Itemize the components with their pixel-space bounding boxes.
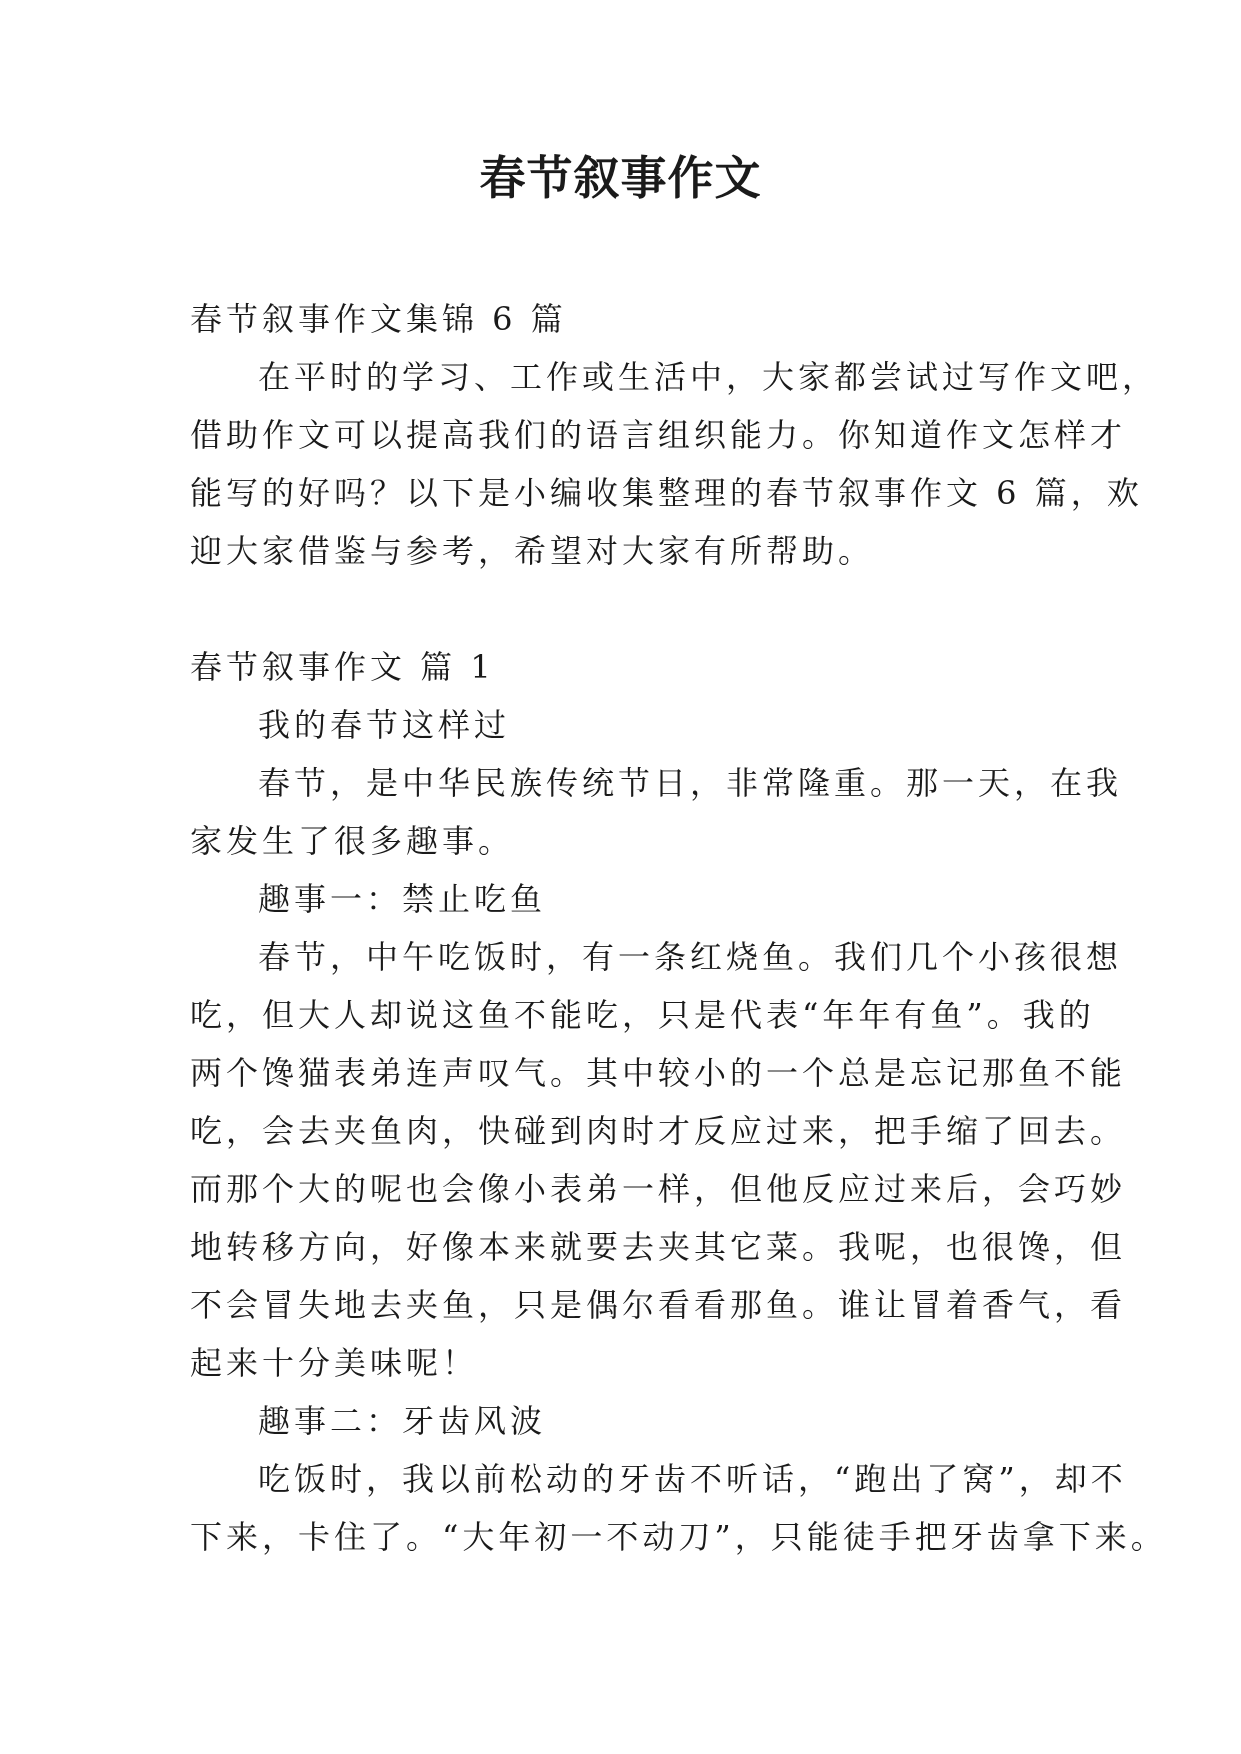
text-line: 春节叙事作文集锦 6 篇 <box>190 300 567 338</box>
text-line: 地转移方向，好像本来就要去夹其它菜。我呢，也很馋，但 <box>190 1228 1127 1266</box>
text-line: 春节叙事作文 篇 1 <box>190 648 495 686</box>
text-line: 趣事二：牙齿风波 <box>258 1402 547 1440</box>
text-line: 吃饭时，我以前松动的牙齿不听话，“跑出了窝”，却不 <box>258 1460 1127 1498</box>
text-line: 不会冒失地去夹鱼，只是偶尔看看那鱼。谁让冒着香气，看 <box>190 1286 1127 1324</box>
text-line: 在平时的学习、工作或生活中，大家都尝试过写作文吧， <box>258 358 1159 396</box>
text-line: 而那个大的呢也会像小表弟一样，但他反应过来后，会巧妙 <box>190 1170 1127 1208</box>
text-line: 春节，中午吃饭时，有一条红烧鱼。我们几个小孩很想 <box>258 938 1123 976</box>
text-line: 借助作文可以提高我们的语言组织能力。你知道作文怎样才 <box>190 416 1127 454</box>
text-line: 起来十分美味呢！ <box>190 1344 479 1382</box>
text-line: 我的春节这样过 <box>258 706 511 744</box>
paragraph-gap <box>190 580 1070 638</box>
document-body <box>190 290 1167 1566</box>
document-title: 春节叙事作文 <box>479 151 762 205</box>
text-line: 两个馋猫表弟连声叹气。其中较小的一个总是忘记那鱼不能 <box>190 1054 1127 1092</box>
text-line: 迎大家借鉴与参考，希望对大家有所帮助。 <box>190 532 875 570</box>
text-line: 吃，会去夹鱼肉，快碰到肉时才反应过来，把手缩了回去。 <box>190 1112 1127 1150</box>
text-line: 趣事一：禁止吃鱼 <box>258 880 547 918</box>
text-line: 下来，卡住了。“大年初一不动刀”，只能徒手把牙齿拿下来。 <box>190 1518 1167 1556</box>
text-line: 能写的好吗？以下是小编收集整理的春节叙事作文 6 篇，欢 <box>190 474 1143 512</box>
text-line: 春节，是中华民族传统节日，非常隆重。那一天，在我 <box>258 764 1123 802</box>
text-line: 家发生了很多趣事。 <box>190 822 515 860</box>
text-line: 吃，但大人却说这鱼不能吃，只是代表“年年有鱼”。我的 <box>190 996 1095 1034</box>
